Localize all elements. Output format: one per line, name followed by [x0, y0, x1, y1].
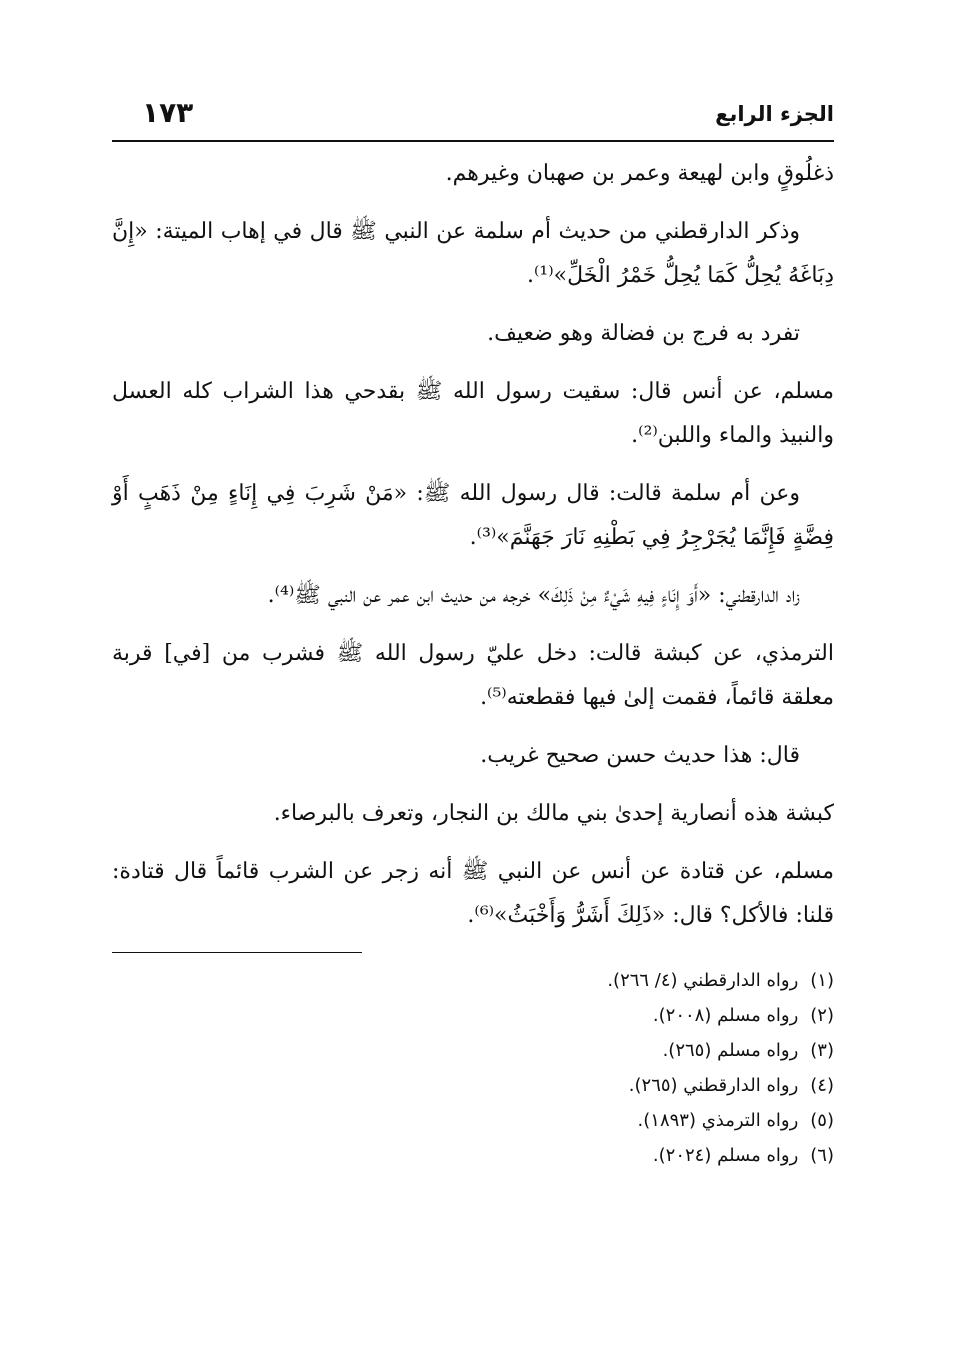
footnote-item: [112, 998, 834, 1033]
paragraph: وعن أم سلمة قالت: قال رسول الله ﷺ: «مَنْ شَرِبَ فِي إِنَاءٍ مِنْ ذَهَبٍ أَوْ فِضَّةٍ فَإِنَّمَا يُجَرْجِرُ فِي بَطْنِهِ نَارَ جَهَنَّمَ»⁽³⁾.: [112, 481, 834, 550]
footnote-number: (٣): [810, 1040, 834, 1061]
main-text: [112, 152, 834, 938]
footnote-text: رواه مسلم (٢٦٥).: [662, 1040, 799, 1061]
paragraph: تفرد به فرج بن فضالة وهو ضعيف.: [487, 321, 800, 346]
footnote-item: [112, 1138, 834, 1173]
paragraph: الترمذي، عن كبشة قالت: دخل عليّ رسول الله ﷺ فشرب من [في] قربة معلقة قائماً، فقمت إلىٰ فيها فقطعته⁽⁵⁾.: [112, 641, 834, 710]
footnote-number: (٢): [810, 1005, 834, 1026]
page-header: [112, 96, 834, 142]
footnote-item: [112, 1103, 834, 1138]
running-title: الجزء الرابع: [715, 102, 834, 126]
page-number: ١٧٣: [142, 96, 194, 129]
footnote-text: رواه مسلم (٢٠٢٤).: [652, 1145, 799, 1166]
footnote-item: [112, 1033, 834, 1068]
paragraph: وذكر الدارقطني من حديث أم سلمة عن النبي ﷺ قال في إهاب الميتة: «إِنَّ دِبَاغَهُ يُحِلُّ كَمَا يُحِلُّ خَمْرُ الْخَلِّ»⁽¹⁾.: [112, 219, 834, 288]
paragraph: زاد الدارقطني: «أَوَ إِنَاءٍ فِيهِ شَيْءٌ مِنْ ذَلِكَ» خرجه من حديث ابن عمر عن النبي ﷺ⁽⁴⁾.: [267, 583, 800, 608]
footnote-number: (٦): [810, 1145, 834, 1166]
footnote-text: رواه الدارقطني (٤/ ٢٦٦).: [607, 970, 799, 991]
footnote-text: رواه الترمذي (١٨٩٣).: [637, 1110, 799, 1131]
book-page: [112, 96, 834, 1296]
paragraph: ذغلُوقٍ وابن لهيعة وعمر بن صهبان وغيرهم.: [445, 161, 834, 186]
footnote-number: (٥): [810, 1110, 834, 1131]
footnote-text: رواه الدارقطني (٢٦٥).: [628, 1075, 799, 1096]
footnote-number: (٤): [810, 1075, 834, 1096]
paragraph: قال: هذا حديث حسن صحيح غريب.: [480, 743, 800, 768]
footnote-item: [112, 1068, 834, 1103]
footnote-number: (١): [810, 970, 834, 991]
footnote-item: [112, 963, 834, 998]
footnote-divider: [112, 952, 362, 953]
paragraph: مسلم، عن أنس قال: سقيت رسول الله ﷺ بقدحي هذا الشراب كله العسل والنبيذ والماء واللبن⁽²⁾.: [112, 379, 834, 448]
footnotes: [112, 963, 834, 1173]
footnote-text: رواه مسلم (٢٠٠٨).: [652, 1005, 799, 1026]
paragraph: مسلم، عن قتادة عن أنس عن النبي ﷺ أنه زجر عن الشرب قائماً قال قتادة: قلنا: فالأكل؟ قال: «ذَلِكَ أَشَرُّ وَأَخْبَثُ»⁽⁶⁾.: [112, 859, 834, 928]
paragraph: كبشة هذه أنصارية إحدىٰ بني مالك بن النجار، وتعرف بالبرصاء.: [273, 801, 834, 826]
